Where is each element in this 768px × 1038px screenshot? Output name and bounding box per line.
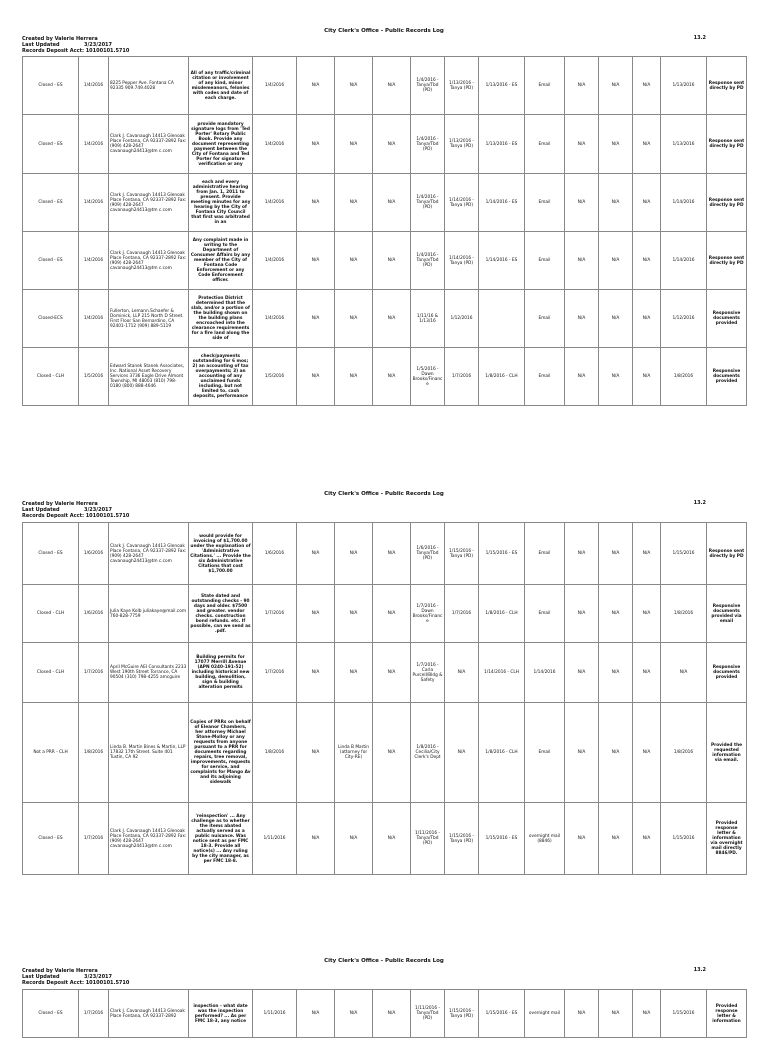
response-date-cell: 1/14/2016: [661, 174, 707, 232]
closed-cell: 1/8/2016 - CLH: [479, 585, 525, 643]
response-date-cell: 1/15/2016: [661, 523, 707, 585]
col15-cell: N/A: [599, 115, 633, 174]
request-cell: Copies of PRRs on behalf of Eleanor Chambers, her attorney Michael Stone-Molloy or any requests from anyone pursuant to a PRR for documents regarding repairs, tree removal, improvements, requests for service, and complaints for Mango Av and its adjoining sidewalk: [189, 703, 253, 803]
date-cell: 1/6/2016: [79, 523, 109, 585]
last-updated-label: Last Updated: [22, 42, 60, 48]
col7-cell: N/A: [335, 115, 373, 174]
log-meta: [22, 968, 129, 986]
page-title: City Clerk's Office - Public Records Log: [324, 958, 444, 964]
records-deposit: Records Deposit Acct: 10100101.5710: [22, 48, 130, 54]
col8-cell: N/A: [373, 523, 411, 585]
method-cell: Email: [525, 703, 565, 803]
date-cell: 1/4/2016: [79, 115, 109, 174]
method-cell: Email: [525, 57, 565, 115]
response-note-cell: Responsive documents provided: [707, 348, 747, 406]
col6-cell: N/A: [297, 290, 335, 348]
last-updated-label: Last Updated: [22, 974, 60, 980]
closed-cell: 1/14/2016 - ES: [479, 174, 525, 232]
response-date-cell: 1/14/2016: [661, 232, 707, 290]
requester-cell: 8225 Pepper Ave. Fontana CA 92335 909.749.4028: [109, 57, 189, 115]
col7-cell: N/A: [335, 643, 373, 703]
col6-cell: N/A: [297, 57, 335, 115]
ack-cell: 1/13/2016 - Tanya (PD): [445, 115, 479, 174]
col8-cell: N/A: [373, 643, 411, 703]
status-cell: Closed - ES: [23, 174, 79, 232]
routed-cell: 1/7/2016 - Dawn Brooks/Finance: [411, 585, 445, 643]
status-cell: Closed - ES: [23, 115, 79, 174]
status-cell: Not a PRR - CLH: [23, 703, 79, 803]
col14-cell: N/A: [565, 703, 599, 803]
page-number: 13.2: [693, 967, 706, 973]
status-cell: Closed - ES: [23, 803, 79, 875]
closed-cell: [479, 290, 525, 348]
table-row: [23, 115, 747, 174]
col8-cell: N/A: [373, 803, 411, 875]
created-by: Created by Valerie Herrera: [22, 968, 98, 974]
col15-cell: N/A: [599, 348, 633, 406]
requester-cell: Clark J. Cavanaugh 14413 Glenoak Place Fontana, CA 92337-2892: [109, 990, 189, 1038]
col6-cell: N/A: [297, 115, 335, 174]
requester-cell: Clark J. Cavanaugh 14413 Glenoak Place Fontana, CA 92337-2892 Fax: (909) 428-2647 cavanaugh24413@tm c.com: [109, 174, 189, 232]
col7-cell: N/A: [335, 57, 373, 115]
status-cell: Closed - CLH: [23, 348, 79, 406]
requester-cell: Clark J. Cavanaugh 14413 Glenoak Place Fontana, CA 92337-2892 Fax: (909) 428-2647 cavanaugh24413@tm c.com: [109, 803, 189, 875]
ack-cell: 1/15/2016 - Tanya (PD): [445, 523, 479, 585]
requester-cell: Fullerton, Lemann.Schaefer & Dominick, LLP 215 North D Street. First Floor San Bernardino, CA 92401-1712 (909) 889-5119: [109, 290, 189, 348]
table-row: [23, 990, 747, 1038]
table-row: [23, 803, 747, 875]
routed-cell: 1/11/2016 - Tanya/Tbd (PD): [411, 990, 445, 1038]
date-cell: 1/7/2016: [79, 803, 109, 875]
table-row: [23, 585, 747, 643]
closed-cell: 1/8/2016 - CLH: [479, 348, 525, 406]
routed-cell: 1/8/2016 - Cecilia/City Clerk's Dept: [411, 703, 445, 803]
received-cell: 1/7/2016: [253, 585, 297, 643]
table-row: [23, 57, 747, 115]
status-cell: Closed - ES: [23, 990, 79, 1038]
date-cell: 1/4/2016: [79, 57, 109, 115]
col8-cell: N/A: [373, 57, 411, 115]
requester-cell: Clark J. Cavanaugh 14413 Glenoak Place Fontana, CA 92337-2892 Fax: (909) 428-2647 cavanaugh24413@tm c.com: [109, 523, 189, 585]
routed-cell: 1/4/2016 - Tanya/Tbd (PD): [411, 57, 445, 115]
received-cell: 1/4/2016: [253, 115, 297, 174]
ack-cell: 1/15/2016 - Tanya (PD): [445, 803, 479, 875]
page-number: 13.2: [693, 35, 706, 41]
routed-cell: 1/4/2016 - Tanya/Tbd (PD): [411, 232, 445, 290]
response-note-cell: Provided response letter & information: [707, 990, 747, 1038]
col8-cell: N/A: [373, 585, 411, 643]
col15-cell: N/A: [599, 290, 633, 348]
status-cell: Closed - ES: [23, 232, 79, 290]
col7-cell: N/A: [335, 585, 373, 643]
response-note-cell: Provided the requested information via email.: [707, 703, 747, 803]
received-cell: 1/4/2016: [253, 174, 297, 232]
col6-cell: N/A: [297, 803, 335, 875]
response-date-cell: 1/13/2016: [661, 57, 707, 115]
col14-cell: N/A: [565, 115, 599, 174]
received-cell: 1/6/2016: [253, 523, 297, 585]
request-cell: State dated and outstanding checks - 90 days and older. $7500 and greater. vendor checks. construction bond refunds. etc. If possible, can we send as .pdf.: [189, 585, 253, 643]
requester-cell: Edward Stanek Stanek Associates, Inc. National Asset Recovery Services 3736 Eagle Drive Almont Township, MI 48003 (810) 798-0180 (800) 888-4646: [109, 348, 189, 406]
received-cell: 1/11/2016: [253, 803, 297, 875]
table-row: [23, 232, 747, 290]
col7-cell: N/A: [335, 990, 373, 1038]
requester-cell: Clark J. Cavanaugh 14413 Glenoak Place Fontana, CA 92337-2892 Fax: (909) 428-2647 cavanaugh24413@tm c.com: [109, 115, 189, 174]
status-cell: Closed-ECS: [23, 290, 79, 348]
col6-cell: N/A: [297, 174, 335, 232]
col14-cell: N/A: [565, 348, 599, 406]
routed-cell: 1/5/2016 - Dawn Brooks/Finance: [411, 348, 445, 406]
requester-cell: April McGuire AEI Consultants 2233 West 190th Street Torrance, CA 90504 (310) 798-4255 amcguire: [109, 643, 189, 703]
date-cell: 1/7/2016: [79, 990, 109, 1038]
col16-cell: N/A: [633, 232, 661, 290]
col7-cell: N/A: [335, 348, 373, 406]
records-deposit: Records Deposit Acct: 10100101.5710: [22, 980, 130, 986]
received-cell: 1/7/2016: [253, 643, 297, 703]
ack-cell: 1/7/2016: [445, 348, 479, 406]
col14-cell: N/A: [565, 232, 599, 290]
closed-cell: 1/15/2016 - ES: [479, 990, 525, 1038]
closed-cell: 1/15/2016 - ES: [479, 523, 525, 585]
status-cell: Closed - ES: [23, 57, 79, 115]
col7-cell: N/A: [335, 174, 373, 232]
col15-cell: N/A: [599, 232, 633, 290]
response-note-cell: Provided response letter & information via overnight mail directly 8846/PD.: [707, 803, 747, 875]
closed-cell: 1/14/2016 - ES: [479, 232, 525, 290]
col15-cell: N/A: [599, 643, 633, 703]
response-date-cell: 1/15/2016: [661, 990, 707, 1038]
last-updated-value: 3/23/2017: [84, 42, 113, 48]
col16-cell: N/A: [633, 290, 661, 348]
page-number: 13.2: [693, 500, 706, 506]
response-date-cell: 1/8/2016: [661, 585, 707, 643]
requester-cell: Clark J. Cavanaugh 14413 Glenoak Place Fontana, CA 92337-2892 Fax: (909) 428-2647 cavanaugh24413@tm c.com: [109, 232, 189, 290]
last-updated-label: Last Updated: [22, 507, 60, 513]
request-cell: provide mandatory signature logs from 'Ted Porter' Rotary Public Book. Provide any document representing payment between the City of Fontana and Ted Porter for signature verification or any: [189, 115, 253, 174]
col16-cell: N/A: [633, 643, 661, 703]
table-row: [23, 643, 747, 703]
response-note-cell: Response sent directly by PD: [707, 174, 747, 232]
closed-cell: 1/8/2016 - CLH: [479, 703, 525, 803]
col16-cell: N/A: [633, 990, 661, 1038]
method-cell: Email: [525, 174, 565, 232]
col16-cell: N/A: [633, 348, 661, 406]
col8-cell: N/A: [373, 990, 411, 1038]
page-title: City Clerk's Office - Public Records Log: [324, 491, 444, 497]
date-cell: 1/4/2016: [79, 290, 109, 348]
col15-cell: N/A: [599, 174, 633, 232]
records-deposit: Records Deposit Acct: 10100101.5710: [22, 513, 130, 519]
col16-cell: N/A: [633, 703, 661, 803]
response-date-cell: 1/13/2016: [661, 115, 707, 174]
col16-cell: N/A: [633, 115, 661, 174]
method-cell: Email: [525, 115, 565, 174]
col7-cell: N/A: [335, 290, 373, 348]
col14-cell: N/A: [565, 803, 599, 875]
method-cell: overnight mail: [525, 990, 565, 1038]
col6-cell: N/A: [297, 232, 335, 290]
response-note-cell: Responsive documents provided: [707, 290, 747, 348]
col14-cell: N/A: [565, 523, 599, 585]
col14-cell: N/A: [565, 57, 599, 115]
col7-cell: N/A: [335, 803, 373, 875]
ack-cell: N/A: [445, 643, 479, 703]
col14-cell: N/A: [565, 290, 599, 348]
page-title: City Clerk's Office - Public Records Log: [324, 28, 444, 34]
col8-cell: N/A: [373, 703, 411, 803]
routed-cell: 1/4/2016 - Tanya/Tbd (PD): [411, 115, 445, 174]
routed-cell: 1/11/2016 - Tanya/Tbd (PD): [411, 803, 445, 875]
col8-cell: N/A: [373, 290, 411, 348]
received-cell: 1/8/2016: [253, 703, 297, 803]
response-note-cell: Response sent directly by PD: [707, 523, 747, 585]
request-cell: inspection - what date was the inspection performed? ... As per FMC 18-3, any notice: [189, 990, 253, 1038]
col14-cell: N/A: [565, 174, 599, 232]
ack-cell: 1/14/2016 - Tanya (PD): [445, 174, 479, 232]
closed-cell: 1/13/2016 - ES: [479, 115, 525, 174]
last-updated-value: 3/23/2017: [84, 507, 113, 513]
response-note-cell: Response sent directly by PD: [707, 115, 747, 174]
col15-cell: N/A: [599, 57, 633, 115]
col14-cell: N/A: [565, 585, 599, 643]
closed-cell: 1/13/2016 - ES: [479, 57, 525, 115]
response-date-cell: 1/12/2016: [661, 290, 707, 348]
request-cell: All of any traffic/criminal citation or involvement of any kind, minor misdemeanors, felonies with codes and date of each charge.: [189, 57, 253, 115]
date-cell: 1/8/2016: [79, 703, 109, 803]
ack-cell: 1/12/2016: [445, 290, 479, 348]
table-row: [23, 348, 747, 406]
date-cell: 1/5/2016: [79, 348, 109, 406]
col6-cell: N/A: [297, 643, 335, 703]
table-row: [23, 523, 747, 585]
method-cell: Email: [525, 290, 565, 348]
method-cell: 1/14/2016: [525, 643, 565, 703]
request-cell: would provide for invoicing of $1,700.00 under the explanation of 'Administrative Citations.' ... Provide the six Administrative Citations that cost $1,700.00: [189, 523, 253, 585]
date-cell: 1/6/2016: [79, 585, 109, 643]
status-cell: Closed - CLH: [23, 585, 79, 643]
table-row: [23, 174, 747, 232]
closed-cell: 1/15/2016 - ES: [479, 803, 525, 875]
status-cell: Closed - ES: [23, 523, 79, 585]
closed-cell: 1/14/2016 - CLH: [479, 643, 525, 703]
response-note-cell: Response sent directly by PD: [707, 232, 747, 290]
method-cell: Email: [525, 585, 565, 643]
received-cell: 1/4/2016: [253, 57, 297, 115]
col14-cell: N/A: [565, 643, 599, 703]
log-meta: [22, 501, 129, 519]
ack-cell: 1/15/2016 - Tanya (PD): [445, 990, 479, 1038]
response-note-cell: Responsive documents provided: [707, 643, 747, 703]
col8-cell: N/A: [373, 232, 411, 290]
method-cell: Email: [525, 523, 565, 585]
records-table: [22, 989, 747, 1038]
response-date-cell: N/A: [661, 643, 707, 703]
date-cell: 1/4/2016: [79, 232, 109, 290]
col6-cell: N/A: [297, 990, 335, 1038]
request-cell: Any complaint made in writing to the Department of Consumer Affairs by any member of the City of Fontana Code Enforcement or any Code Enforcement officer.: [189, 232, 253, 290]
routed-cell: 1/6/2016 - Tanya/Tbd (PD): [411, 523, 445, 585]
created-by: Created by Valerie Herrera: [22, 501, 98, 507]
received-cell: 1/4/2016: [253, 232, 297, 290]
received-cell: 1/11/2016: [253, 990, 297, 1038]
requester-cell: Julia Kaye Kolb juliakaye@mail.com 760-828-7759: [109, 585, 189, 643]
request-cell: 'reinspection' ... Any challenge as to whether the items abated actually served as a public nuisance. Was notice sent as per FMC 18-3. Provide all notice(s) ... Any ruling by the city manager, as per FMC 18-8.: [189, 803, 253, 875]
response-date-cell: 1/8/2016: [661, 348, 707, 406]
col15-cell: N/A: [599, 523, 633, 585]
col6-cell: N/A: [297, 703, 335, 803]
method-cell: overnight mail (8846): [525, 803, 565, 875]
method-cell: Email: [525, 348, 565, 406]
request-cell: check/payments outstanding for 6 mos; 2) an accounting of tax overpayments; 3) an accounting of any unclaimed funds including, but not limited to. cash deposits, performance: [189, 348, 253, 406]
created-by: Created by Valerie Herrera: [22, 36, 98, 42]
received-cell: 1/5/2016: [253, 348, 297, 406]
col8-cell: N/A: [373, 174, 411, 232]
routed-cell: 1/7/2016 - Carla Purcell/Bldg & Safety: [411, 643, 445, 703]
method-cell: Email: [525, 232, 565, 290]
col16-cell: N/A: [633, 585, 661, 643]
col6-cell: N/A: [297, 585, 335, 643]
col15-cell: N/A: [599, 803, 633, 875]
ack-cell: 1/14/2016 - Tanya (PD): [445, 232, 479, 290]
log-meta: [22, 36, 129, 54]
table-row: [23, 290, 747, 348]
col16-cell: N/A: [633, 523, 661, 585]
col8-cell: N/A: [373, 348, 411, 406]
received-cell: 1/4/2016: [253, 290, 297, 348]
col6-cell: N/A: [297, 348, 335, 406]
status-cell: Closed - CLH: [23, 643, 79, 703]
col15-cell: N/A: [599, 990, 633, 1038]
date-cell: 1/7/2016: [79, 643, 109, 703]
col14-cell: N/A: [565, 990, 599, 1038]
response-date-cell: 1/15/2016: [661, 803, 707, 875]
records-table: [22, 56, 747, 406]
routed-cell: 1/11/16 & 1/13/16: [411, 290, 445, 348]
col7-cell: N/A: [335, 232, 373, 290]
requester-cell: Linda B. Martin Bines & Martin, LLP 17832 17th Street. Suite 401 Tustin, CA 92: [109, 703, 189, 803]
request-cell: Protection District determined that the slab, and/or a portion of the building shown on the building plans encroached into the clearance requirements for a fire land along the side of: [189, 290, 253, 348]
last-updated-value: 3/23/2017: [84, 974, 113, 980]
col15-cell: N/A: [599, 585, 633, 643]
col16-cell: N/A: [633, 174, 661, 232]
ack-cell: 1/7/2016: [445, 585, 479, 643]
request-cell: each and every administrative hearing from Jan. 1, 2011 to present. Provide meeting minutes for any hearing by the City of Fontana City Council that first was arbitrated in an: [189, 174, 253, 232]
ack-cell: N/A: [445, 703, 479, 803]
response-note-cell: Response sent directly by PD: [707, 57, 747, 115]
table-row: [23, 703, 747, 803]
col6-cell: N/A: [297, 523, 335, 585]
date-cell: 1/4/2016: [79, 174, 109, 232]
ack-cell: 1/13/2016 - Tanya (PD): [445, 57, 479, 115]
col16-cell: N/A: [633, 803, 661, 875]
col7-cell: Linda B Martin (attorney for City-RE): [335, 703, 373, 803]
request-cell: Building permits for 17077 Merrill Avenue (APN 0240-191-52) including historical new building, demolition, sign & building alteration permits: [189, 643, 253, 703]
response-date-cell: 1/8/2016: [661, 703, 707, 803]
col8-cell: N/A: [373, 115, 411, 174]
col16-cell: N/A: [633, 57, 661, 115]
routed-cell: 1/4/2016 - Tanya/Tbd (PD): [411, 174, 445, 232]
col7-cell: N/A: [335, 523, 373, 585]
records-table: [22, 522, 747, 875]
response-note-cell: Responsive documents provided via email: [707, 585, 747, 643]
col15-cell: N/A: [599, 703, 633, 803]
